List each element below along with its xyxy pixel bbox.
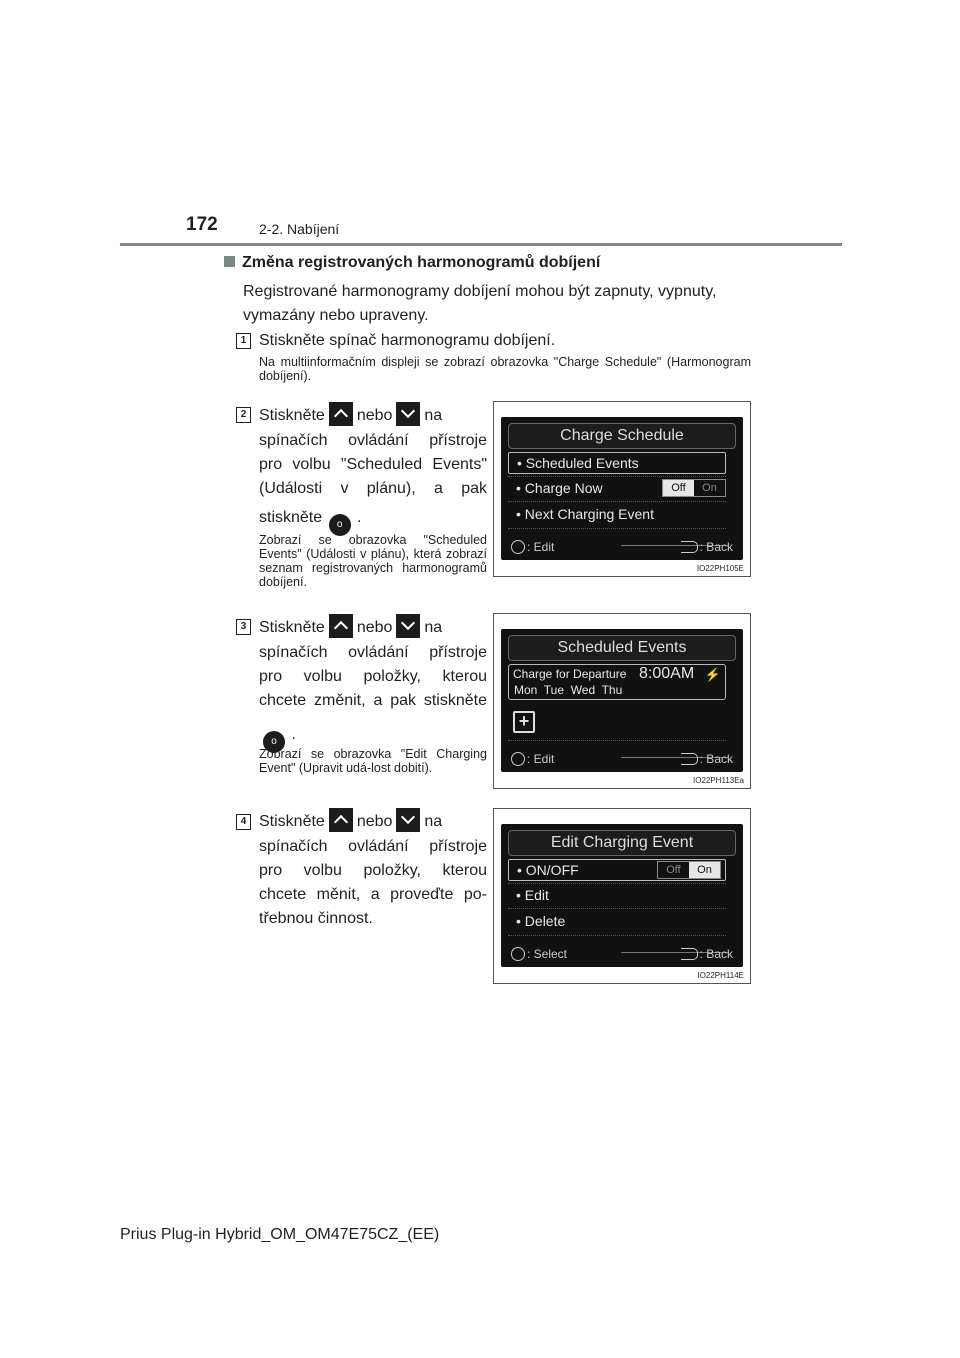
square-bullet-icon: [224, 256, 235, 267]
step-number: 3: [236, 619, 251, 635]
footer-back: : Back: [681, 947, 733, 961]
step-text: Stiskněte spínač harmonogramu dobíjení.: [259, 332, 556, 349]
chevron-down-icon: [396, 808, 420, 832]
divider: [508, 476, 726, 477]
dial-icon: [511, 540, 525, 554]
back-icon: [681, 753, 698, 765]
dial-icon: [511, 947, 525, 961]
menu-item-delete[interactable]: • Delete: [516, 913, 566, 929]
divider: [508, 528, 726, 529]
footer-select: : Select: [511, 947, 567, 961]
figure-scheduled-events: [493, 613, 751, 789]
menu-item-edit[interactable]: • Edit: [516, 887, 549, 903]
back-icon: [681, 948, 698, 960]
screen-title: Charge Schedule: [508, 423, 736, 449]
display-screen: [501, 629, 743, 772]
chevron-up-icon: [329, 402, 353, 426]
step-2-text: Stiskněte nebo na spínačích ovládání přístroje pro volbu "Scheduled Events" (Události v plánu), a pak stiskněte o .: [259, 402, 487, 536]
step-number: 2: [236, 407, 251, 423]
menu-item-next-charging-event[interactable]: • Next Charging Event: [516, 506, 654, 522]
screen-title: Scheduled Events: [508, 635, 736, 661]
footer-edit: : Edit: [511, 540, 554, 554]
step-note: Zobrazí se obrazovka "Scheduled Events" (Události v plánu), která zobrazí seznam registrovaných harmonogramů dobíjení.: [259, 533, 487, 589]
on-off-toggle[interactable]: Off On: [657, 861, 721, 879]
chevron-down-icon: [396, 402, 420, 426]
step-number: 1: [236, 333, 251, 349]
chevron-up-icon: [329, 808, 353, 832]
section-heading: Změna registrovaných harmonogramů dobíjení: [224, 254, 600, 272]
figure-charge-schedule: [493, 401, 751, 577]
divider: [508, 740, 726, 741]
document-footer: Prius Plug-in Hybrid_OM_OM47E75CZ_(EE): [120, 1226, 440, 1243]
display-screen: [501, 417, 743, 560]
divider: [508, 501, 726, 502]
add-event-icon[interactable]: +: [513, 711, 535, 733]
menu-item-scheduled-events[interactable]: • Scheduled Events: [508, 452, 726, 474]
step-note: Na multiinformačním displeji se zobrazí obrazovka "Charge Schedule" (Harmonogram dobíjení).: [259, 355, 751, 383]
ok-button-icon: o: [263, 731, 285, 753]
footer-back: : Back: [681, 752, 733, 766]
menu-item-on-off[interactable]: • ON/OFF Off On: [508, 859, 726, 881]
divider: [508, 908, 726, 909]
event-item[interactable]: Charge for Departure 8:00AM ⚡ Mon Tue Wed Thu: [508, 664, 726, 700]
step-4-text: Stiskněte nebo na spínačích ovládání přístroje pro volbu položky, kterou chcete měnit, a proveďte po- třebnou činnost.: [259, 808, 487, 931]
divider: [508, 883, 726, 884]
header-rule: [120, 243, 842, 246]
menu-item-charge-now[interactable]: • Charge Now Off On: [508, 478, 726, 498]
chevron-up-icon: [329, 614, 353, 638]
ok-button-icon: o: [329, 514, 351, 536]
page-number: 172: [186, 214, 218, 235]
charge-icon: ⚡: [704, 667, 721, 682]
charge-now-toggle[interactable]: Off On: [662, 479, 726, 497]
chevron-down-icon: [396, 614, 420, 638]
back-icon: [681, 541, 698, 553]
step-number: 4: [236, 814, 251, 830]
screen-title: Edit Charging Event: [508, 830, 736, 856]
figure-edit-charging-event: [493, 808, 751, 984]
footer-back: : Back: [681, 540, 733, 554]
dial-icon: [511, 752, 525, 766]
section-label: 2-2. Nabíjení: [259, 221, 340, 237]
display-screen: [501, 824, 743, 967]
figure-code: IO22PH113Ea: [693, 776, 744, 785]
figure-code: IO22PH105E: [696, 564, 744, 573]
step-3-text: Stiskněte nebo na spínačích ovládání přístroje pro volbu položky, kterou chcete změnit, a pak stiskněte o .: [259, 614, 487, 753]
intro-text: Registrované harmonogramy dobíjení mohou být zapnuty, vypnuty, vymazány nebo upraveny.: [243, 283, 717, 324]
figure-code: IO22PH114E: [697, 971, 744, 980]
divider: [508, 935, 726, 936]
step-note: Zobrazí se obrazovka "Edit Charging Event" (Upravit udá-lost dobití).: [259, 747, 487, 775]
footer-edit: : Edit: [511, 752, 554, 766]
